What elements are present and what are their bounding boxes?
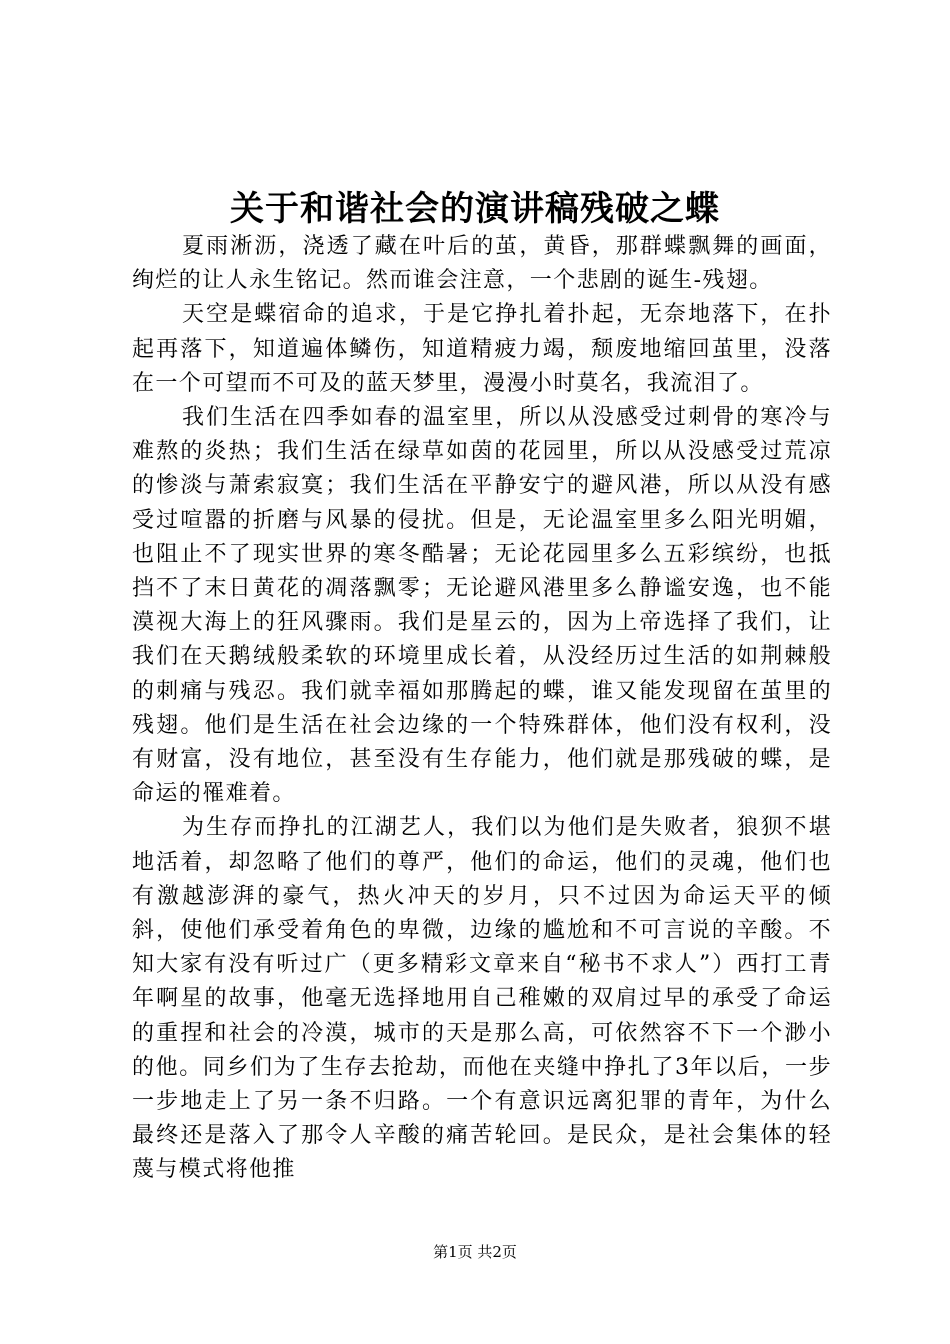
paragraph: 我们生活在四季如春的温室里，所以从没感受过刺骨的寒冷与难熬的炎热；我们生活在绿草如茵的花园里，所以从没感受过荒凉的惨淡与萧索寂寞；我们生活在平静安宁的避风港，所以从没有感受过喧嚣的折磨与风暴的侵扰。但是，无论温室里多么阳光明媚，也阻止不了现实世界的寒冬酷暑；无论花园里多么五彩缤纷，也抵挡不了末日黄花的凋落飘零；无论避风港里多么静谧安逸，也不能漠视大海上的狂风骤雨。我们是星云的，因为上帝选择了我们，让我们在天鹅绒般柔软的环境里成长着，从没经历过生活的如荆棘般的刺痛与残忍。我们就幸福如那腾起的蝶，谁又能发现留在茧里的残翅。他们是生活在社会边缘的一个特殊群体，他们没有权利，没有财富，没有地位，甚至没有生存能力，他们就是那残破的蝶，是命运的罹难着。: [132, 405, 832, 807]
document-title: 关于和谐社会的演讲稿残破之蝶: [230, 189, 720, 229]
document-body: [132, 230, 832, 1188]
paragraph: 夏雨淅沥，浇透了藏在叶后的茧，黄昏，那群蝶飘舞的画面，绚烂的让人永生铭记。然而谁会注意，一个悲剧的诞生-残翅。: [132, 234, 832, 294]
paragraph: 天空是蝶宿命的追求，于是它挣扎着扑起，无奈地落下，在扑起再落下，知道遍体鳞伤，知道精疲力竭，颓废地缩回茧里，没落在一个可望而不可及的蓝天梦里，漫漫小时莫名，我流泪了。: [132, 302, 832, 396]
page-footer: [0, 1242, 950, 1262]
paragraph: 为生存而挣扎的江湖艺人，我们以为他们是失败者，狼狈不堪地活着，却忽略了他们的尊严，他们的命运，他们的灵魂，他们也有激越澎湃的豪气，热火冲天的岁月，只不过因为命运天平的倾斜，使他们承受着角色的卑微，边缘的尴尬和不可言说的辛酸。不知大家有没有听过广（更多精彩文章来自“秘书不求人”）西打工青年啊星的故事，他毫无选择地用自己稚嫩的双肩过早的承受了命运的重捏和社会的冷漠，城市的天是那么高，可依然容不下一个渺小的他。同乡们为了生存去抢劫，而他在夹缝中挣扎了3年以后，一步一步地走上了另一条不归路。一个有意识远离犯罪的青年，为什么最终还是落入了那令人辛酸的痛苦轮回。是民众，是社会集体的轻蔑与模式将他推: [132, 815, 832, 1183]
page-indicator: 第1页 共2页: [433, 1243, 517, 1261]
